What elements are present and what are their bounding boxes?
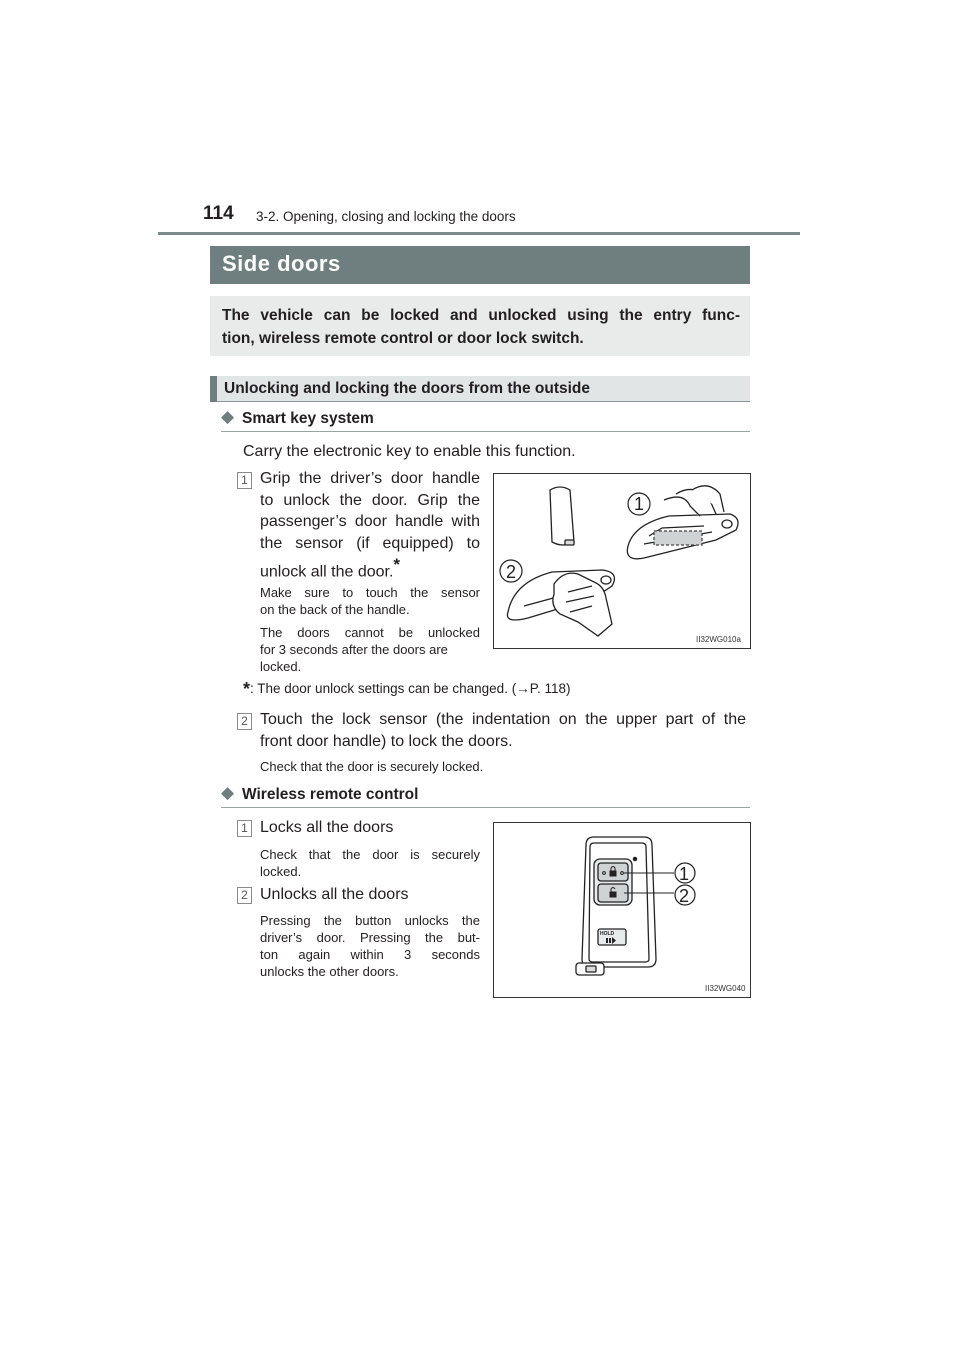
step-number-badge: 2: [237, 887, 252, 904]
step1-line-2: to unlock the door. Grip the: [260, 491, 480, 509]
running-head: 3-2. Opening, closing and locking the doors: [256, 209, 516, 224]
diamond-bullet-icon: ◆: [221, 407, 235, 426]
figure2-code: II32WG040: [705, 984, 746, 993]
remote-note1-line-1: Check that the door is securely: [260, 847, 480, 862]
footnote: [243, 680, 570, 698]
note1-line-1: Make sure to touch the sensor: [260, 585, 480, 600]
step-number-badge: 2: [237, 713, 252, 730]
subsection-title: Unlocking and locking the doors from the outside: [224, 380, 590, 397]
smart-key-step2-text: [260, 709, 746, 752]
remote-key-icon: [576, 837, 656, 975]
remote-step1-label: Locks all the doors: [260, 819, 394, 836]
note2-line-1: The doors cannot be unlocked: [260, 625, 480, 640]
step1-line-4: the sensor (if equipped) to: [260, 534, 480, 552]
step-number-badge: 1: [237, 820, 252, 837]
intro-line-1: The vehicle can be locked and unlocked using the entry func-: [222, 307, 740, 324]
step1-note-2: [260, 624, 480, 675]
figure1-code: II32WG010a: [696, 635, 741, 644]
step-number-badge: 1: [237, 472, 252, 489]
subsection-bar: [210, 376, 217, 402]
remote-note2-line-2: driver’s door. Pressing the but-: [260, 930, 480, 945]
intro-text: [222, 304, 740, 350]
note1-line-2: on the back of the handle.: [260, 602, 410, 617]
step1-line-1: Grip the driver’s door handle: [260, 470, 480, 487]
footnote-mark: *: [243, 679, 251, 699]
note2-line-3: locked.: [260, 659, 302, 674]
door-handle-figure: [493, 473, 751, 649]
remote-step2-note: [260, 912, 480, 980]
remote-step2-label: Unlocks all the doors: [260, 886, 409, 903]
step2-line-2: front door handle) to lock the doors.: [260, 732, 513, 750]
diamond-bullet-icon: ◆: [221, 783, 235, 802]
step1-note-1: [260, 584, 480, 618]
smart-key-title: Smart key system: [242, 410, 374, 427]
step2-note: Check that the door is securely locked.: [260, 759, 484, 774]
remote-rule: [221, 807, 750, 808]
remote-title: Wireless remote control: [242, 786, 419, 803]
door-handle-illustration: [494, 474, 750, 648]
smart-key-rule: [221, 431, 750, 432]
remote-key-illustration: [494, 823, 750, 997]
remote-note2-line-4: unlocks the other doors.: [260, 964, 399, 979]
note2-line-2: for 3 seconds after the doors are: [260, 642, 448, 657]
footnote-text: : The door unlock settings can be changed. (: [250, 681, 517, 696]
figure2-callout-1: 1: [679, 864, 690, 884]
header-rule: [158, 232, 800, 235]
footnote-asterisk: *: [393, 555, 401, 574]
remote-note1-line-2: locked.: [260, 864, 302, 879]
step1-line-5: [260, 554, 480, 583]
step1-line-5-text: unlock all the door.: [260, 563, 394, 581]
smart-key-fob-icon: [550, 487, 574, 545]
intro-line-2: tion, wireless remote control or door lock switch.: [222, 330, 584, 347]
arrow-icon: →: [516, 681, 530, 696]
remote-note2-line-1: Pressing the button unlocks the: [260, 913, 480, 928]
remote-step1-note: [260, 846, 480, 880]
page-number: 114: [203, 203, 234, 224]
lower-door-handle-icon: [507, 570, 614, 636]
footnote-ref: P. 118): [529, 681, 571, 696]
step2-line-1: Touch the lock sensor (the indentation on the upper part of the: [260, 711, 746, 728]
smart-key-step1-text: [260, 468, 480, 583]
remote-note2-line-3: ton again within 3 seconds: [260, 947, 480, 962]
figure2-callout-2: 2: [679, 886, 690, 906]
figure1-callout-2: 2: [506, 562, 517, 582]
smart-key-lead: Carry the electronic key to enable this function.: [243, 443, 576, 460]
remote-key-figure: [493, 822, 751, 998]
figure1-callout-1: 1: [634, 494, 645, 514]
hold-label: HOLD: [600, 931, 615, 937]
step1-line-3: passenger’s door handle with: [260, 513, 480, 530]
section-title: Side doors: [222, 251, 341, 276]
